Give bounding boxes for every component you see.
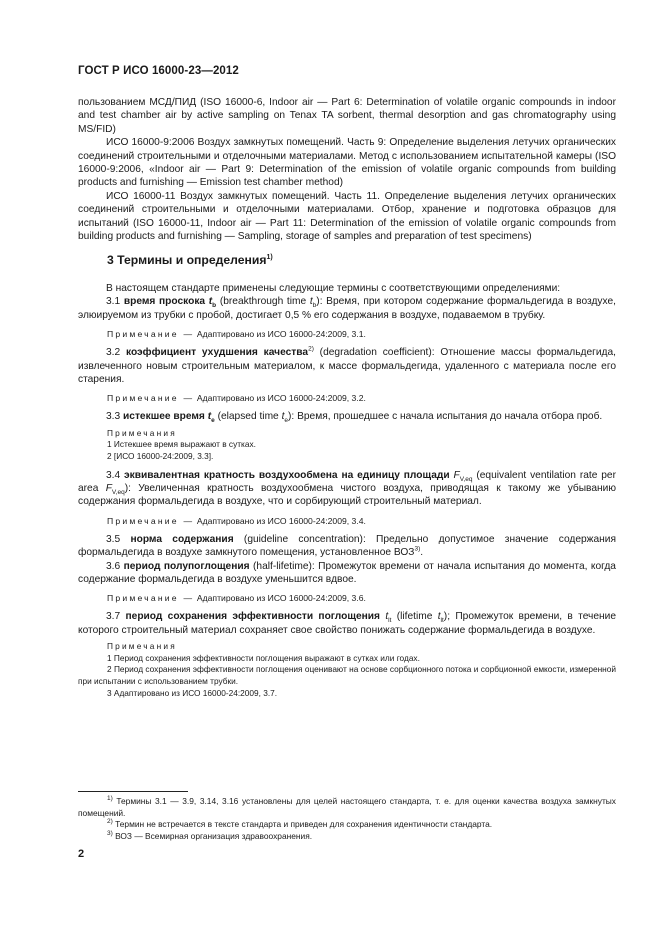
note-label: Примечание (107, 515, 179, 526)
note-label: Примечание (107, 393, 179, 404)
page-header: ГОСТ Р ИСО 16000-23—2012 (78, 65, 239, 77)
term-symbol-sub: e (284, 417, 289, 425)
term-note (78, 592, 616, 604)
term-entry-3-4 (78, 469, 616, 509)
footnote-text: ВОЗ — Всемирная организация здравоохранения. (112, 830, 313, 841)
term-end: . (420, 547, 424, 559)
term-definition: (half-lifetime): Промежуток времени от начала испытания до момента, когда содержание формальдегида в воздухе уменьшится вдвое. (78, 560, 616, 585)
intro-paragraph: пользованием МСД/ПИД (ISO 16000-6, Indoor air — Part 6: Determination of volatile organic compounds in indoor and test chamber air by active sampling on Tenax TA sorbent, thermal desorption and gas chromatography using MS/FID) (78, 97, 616, 135)
term-number: 3.1 (106, 296, 121, 308)
term-symbol: F (453, 469, 460, 481)
term-definition: ): Увеличенная кратность воздухообмена чистого воздуха, приводящая к такому же убыванию содержания формальдегида в воздухе, что и сорбирующий строительный материал. (78, 482, 616, 508)
note-dash: — (183, 329, 193, 340)
term-symbol: t (208, 296, 213, 308)
term-definition: ): Время, прошедшее с начала испытания до начала отбора проб. (288, 411, 603, 423)
footnote (78, 819, 616, 831)
term-note (78, 392, 616, 404)
term-english: (elapsed time (214, 411, 282, 423)
term-symbol: t (309, 296, 313, 308)
footnote-text: Термины 3.1 — 3.9, 3.14, 3.16 установлены для целей настоящего стандарта, т. е. для оценки качества воздуха замкнутых помещений. (78, 796, 616, 818)
note-label: Примечание (107, 593, 179, 604)
term-symbol-sub: b (312, 302, 317, 310)
term-symbol: t (385, 611, 389, 623)
footnote-mark: 3) (107, 829, 113, 837)
intro-paragraph: ИСО 16000-11 Воздух замкнутых помещений. Часть 11. Определение выделения летучих органических соединений строительными и отделочными материалами. Отбор, хранение и подготовка образцов для испытаний (ISO 16000-11, Indoor air — Part 11: Determination of the emission of volatile organic compounds from building products and furnishing — Sampling, storage of samples and preparation of test specimens) (78, 190, 616, 243)
term-symbol: t (437, 611, 441, 623)
term-note (78, 515, 616, 527)
term-symbol-sub: b (212, 302, 217, 310)
term-symbol-sub: lt (388, 617, 392, 625)
term-entry-3-7 (78, 610, 616, 637)
note-dash: — (183, 593, 193, 604)
term-english: (breakthrough time (216, 296, 310, 308)
footnote-text: Термин не встречается в тексте стандарта и приведен для сохранения идентичности стандарта. (112, 819, 493, 830)
page-body (78, 96, 616, 705)
footnote (78, 796, 616, 819)
note-dash: — (183, 515, 193, 526)
notes-label: Примечания (107, 427, 177, 438)
term-symbol: t (281, 411, 285, 423)
section-title: 3 Термины и определения (107, 253, 267, 268)
footnote-ref: 3) (414, 545, 421, 553)
term-name: эквивалентная кратность воздухообмена на единицу площади (124, 469, 450, 481)
term-english: (lifetime (391, 611, 438, 623)
term-name: норма содержания (130, 533, 234, 545)
term-symbol-sub: e (211, 417, 215, 425)
term-entry-3-2 (78, 346, 616, 386)
note-text: Адаптировано из ИСО 16000-24:2009, 3.2. (196, 393, 366, 404)
term-note (78, 328, 616, 340)
term-entry-3-3 (78, 410, 616, 423)
note-text: Адаптировано из ИСО 16000-24:2009, 3.6. (196, 593, 366, 604)
term-number: 3.7 (106, 611, 121, 623)
term-number: 3.4 (106, 469, 121, 481)
term-number: 3.2 (106, 347, 121, 359)
note-item: 3 Адаптировано из ИСО 16000-24:2009, 3.7. (107, 687, 278, 698)
term-name: период сохранения эффективности поглощения (125, 611, 380, 623)
term-symbol-sub: lt (440, 617, 444, 625)
term-symbol: t (207, 411, 212, 423)
page-number: 2 (78, 848, 85, 860)
term-notes (78, 428, 616, 463)
term-number: 3.5 (106, 533, 121, 545)
intro-paragraph: ИСО 16000-9:2006 Воздух замкнутых помещений. Часть 9: Определение выделения летучих органических соединений строительными и отделочными материалами. Метод с использованием испытательной камеры (ISO 16000-9:2006, «Indoor air — Part 9: Determination of the emission of volatile organic compounds from building products and furnishing — Emission test chamber method) (78, 137, 616, 189)
term-symbol-sub: V,eq (459, 475, 473, 483)
note-item: 1 Период сохранения эффективности поглощения выражают в сутках или годах. (107, 652, 420, 663)
term-definition: ); Промежуток времени, в течение которого строительный материал сохраняет свое свойство понижать содержание формальдегида в воздухе. (78, 611, 616, 636)
footnote-ref: 1) (266, 254, 273, 262)
term-name: время проскока (123, 296, 206, 308)
footnote (78, 831, 616, 843)
note-item: 2 Период сохранения эффективности поглощения оценивают на основе сорбционного потока и сорбционной емкости, измеренной при испытании с использованием трубки. (78, 664, 616, 686)
term-definition: (guideline concentration): Предельно допустимое значение содержания формальдегида в воздухе замкнутого помещения, установленное ВОЗ (78, 533, 616, 559)
note-dash: — (183, 393, 193, 404)
term-number: 3.6 (106, 560, 121, 572)
section-lead: В настоящем стандарте применены следующие термины с соответствующими определениями: (106, 282, 561, 294)
term-name: период полупоглощения (123, 560, 250, 572)
section-heading (78, 254, 616, 267)
footnote-ref: 2) (308, 345, 314, 353)
note-item: 2 [ИСО 16000-24:2009, 3.3]. (107, 450, 214, 461)
term-symbol-sub: V,eq (111, 488, 125, 496)
footnote-divider (78, 791, 188, 792)
term-notes (78, 641, 616, 699)
term-name: коэффициент ухудшения качества (125, 347, 309, 359)
footnotes (78, 796, 616, 842)
term-name: истекшее время (123, 411, 205, 423)
note-text: Адаптировано из ИСО 16000-24:2009, 3.4. (196, 515, 366, 526)
term-definition: (degradation coefficient): Отношение массы формальдегида, извлеченного новым строительным материалом, к массе формальдегида, удаленного с материала после его старения. (78, 347, 616, 385)
term-definition: ): Время, при котором содержание формальдегида в воздухе, элюируемом из трубки с пробой, достигает 0,5 % его содержания в воздухе, подаваемом в трубку. (78, 296, 616, 321)
note-item: 1 Истекшее время выражают в сутках. (107, 439, 256, 450)
term-number: 3.3 (106, 411, 121, 423)
term-entry-3-6 (78, 560, 616, 587)
notes-label: Примечания (107, 641, 177, 652)
term-english: (equivalent ventilation rate per area (78, 469, 616, 494)
footnote-mark: 2) (107, 818, 113, 826)
term-entry-3-5 (78, 533, 616, 560)
footnote-mark: 1) (107, 795, 113, 803)
term-symbol: F (105, 482, 112, 494)
term-entry-3-1 (78, 295, 616, 322)
note-text: Адаптировано из ИСО 16000-24:2009, 3.1. (196, 329, 366, 340)
note-label: Примечание (107, 329, 179, 340)
